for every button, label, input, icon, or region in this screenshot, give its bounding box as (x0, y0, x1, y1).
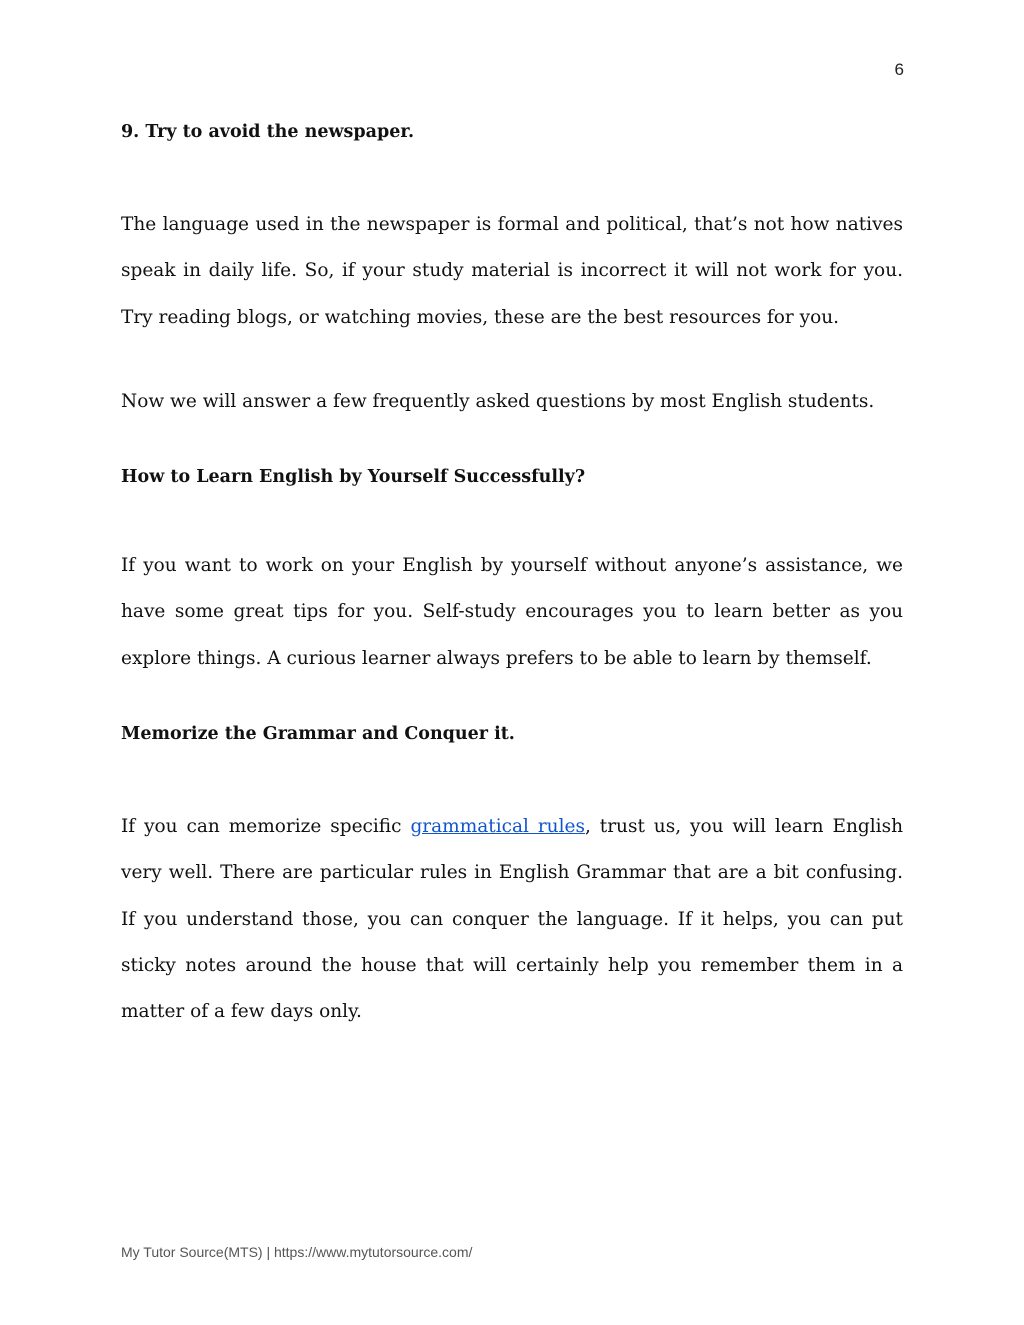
paragraph-self-study: If you want to work on your English by yourself without anyone’s assistance, we have some great tips for you. Self-study encourages you to learn better as you explore things. A curious learner always prefers to be able to learn by themself. (121, 555, 903, 669)
paragraph-newspaper: The language used in the newspaper is formal and political, that’s not how natives speak in daily life. So, if your study material is incorrect it will not work for you. Try reading blogs, or watching movies, these are the best resources for you. (121, 214, 903, 328)
paragraph-grammar-rest: , trust us, you will learn English very well. There are particular rules in English Grammar that are a bit confusing. If you understand those, you can conquer the language. If it helps, you can put sticky notes around the house that will certainly help you remember them in a matter of a few days only. (121, 816, 903, 1023)
paragraph-faq-intro: Now we will answer a few frequently asked questions by most English students. (121, 390, 875, 412)
document-body (121, 118, 903, 1036)
section-heading-avoid-newspaper: 9. Try to avoid the newspaper. (121, 122, 415, 142)
page-number: 6 (894, 60, 904, 79)
section-heading-learn-yourself: How to Learn English by Yourself Successfully? (121, 467, 586, 488)
section-heading-grammar: Memorize the Grammar and Conquer it. (121, 724, 515, 745)
page-footer: My Tutor Source(MTS) | https://www.mytutorsource.com/ (121, 1244, 473, 1260)
paragraph-grammar-start: If you can memorize specific (121, 816, 411, 838)
paragraph-grammar (121, 804, 903, 1035)
grammatical-rules-link[interactable]: grammatical rules (410, 816, 585, 838)
